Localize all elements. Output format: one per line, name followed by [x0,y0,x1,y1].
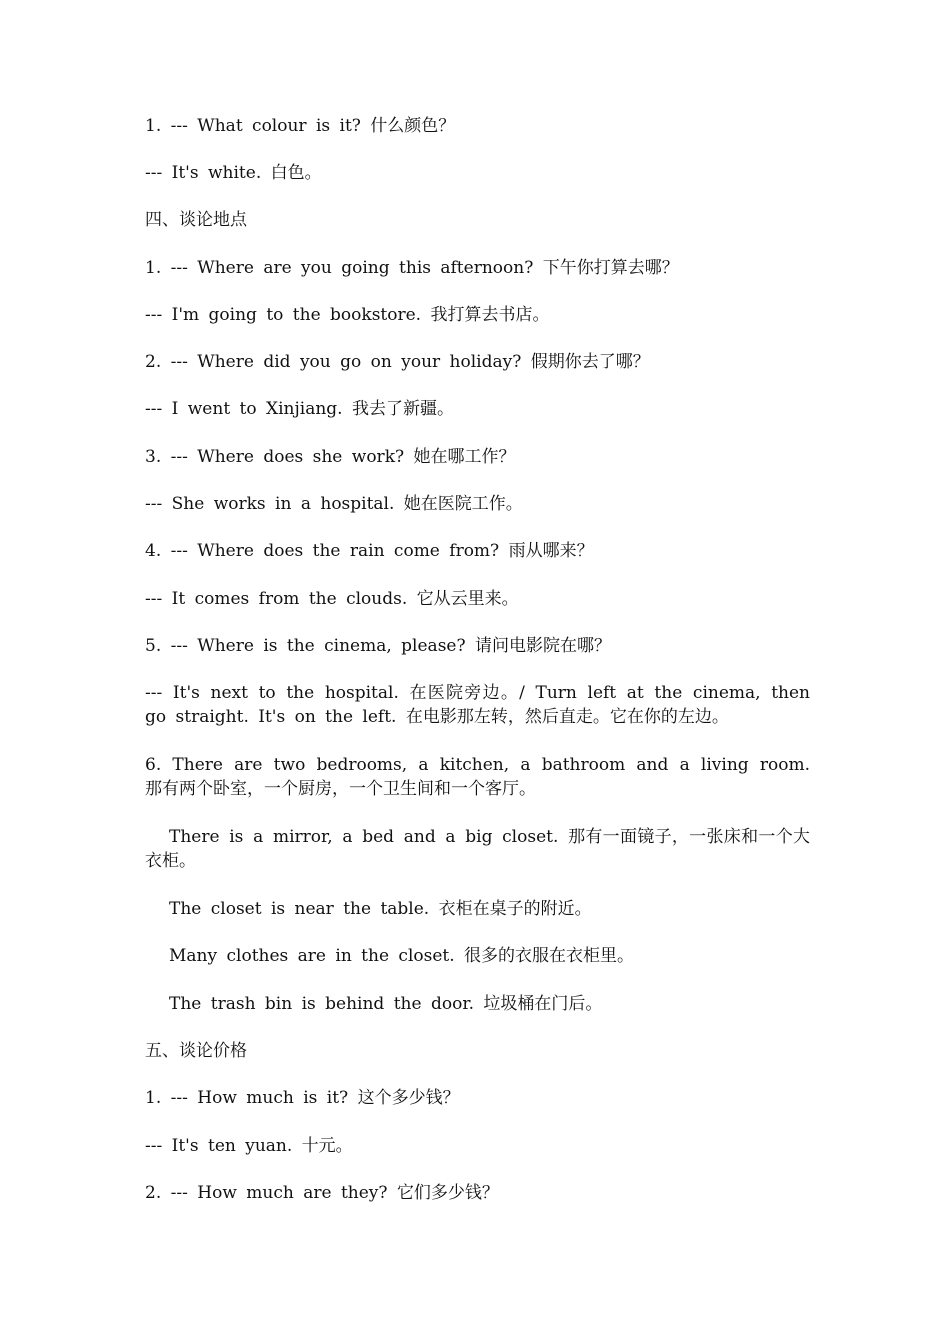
qa-line: --- It's white. 白色。 [145,163,322,183]
qa-line: --- I went to Xinjiang. 我去了新疆。 [145,399,454,419]
qa-line: --- It comes from the clouds. 它从云里来。 [145,589,519,609]
paragraph: 6. There are two bedrooms, a kitchen, a bathroom and a living room. 那有两个卧室，一个厨房，一个卫生间和一个客厅。 [145,755,810,799]
qa-line: 4. --- Where does the rain come from? 雨从哪来？ [145,541,594,561]
qa-line: --- She works in a hospital. 她在医院工作。 [145,494,523,514]
qa-line: --- It's next to the hospital. 在医院旁边。/ Turn left at the cinema, then go straight. It's on the left. 在电影那左转，然后直走。它在你的左边。 [145,683,810,727]
paragraph: The closet is near the table. 衣柜在桌子的附近。 [169,899,592,919]
qa-line: --- It's ten yuan. 十元。 [145,1136,353,1156]
section-heading: 五、谈论价格 [145,1041,247,1061]
qa-line: 3. --- Where does she work? 她在哪工作？ [145,447,516,467]
paragraph: There is a mirror, a bed and a big closet. 那有一面镜子，一张床和一个大衣柜。 [145,827,810,871]
qa-line: 5. --- Where is the cinema, please? 请问电影院在哪？ [145,636,611,656]
qa-line: 2. --- Where did you go on your holiday? 假期你去了哪？ [145,352,650,372]
qa-line: 1. --- Where are you going this afternoon? 下午你打算去哪？ [145,258,679,278]
qa-line: 2. --- How much are they? 它们多少钱？ [145,1183,499,1203]
section-heading: 四、谈论地点 [145,210,247,230]
paragraph: The trash bin is behind the door. 垃圾桶在门后。 [169,994,603,1014]
qa-line: 1. --- What colour is it? 什么颜色？ [145,116,456,136]
qa-line: --- I'm going to the bookstore. 我打算去书店。 [145,305,550,325]
qa-line: 1. --- How much is it? 这个多少钱？ [145,1088,460,1108]
paragraph: Many clothes are in the closet. 很多的衣服在衣柜里。 [169,946,635,966]
